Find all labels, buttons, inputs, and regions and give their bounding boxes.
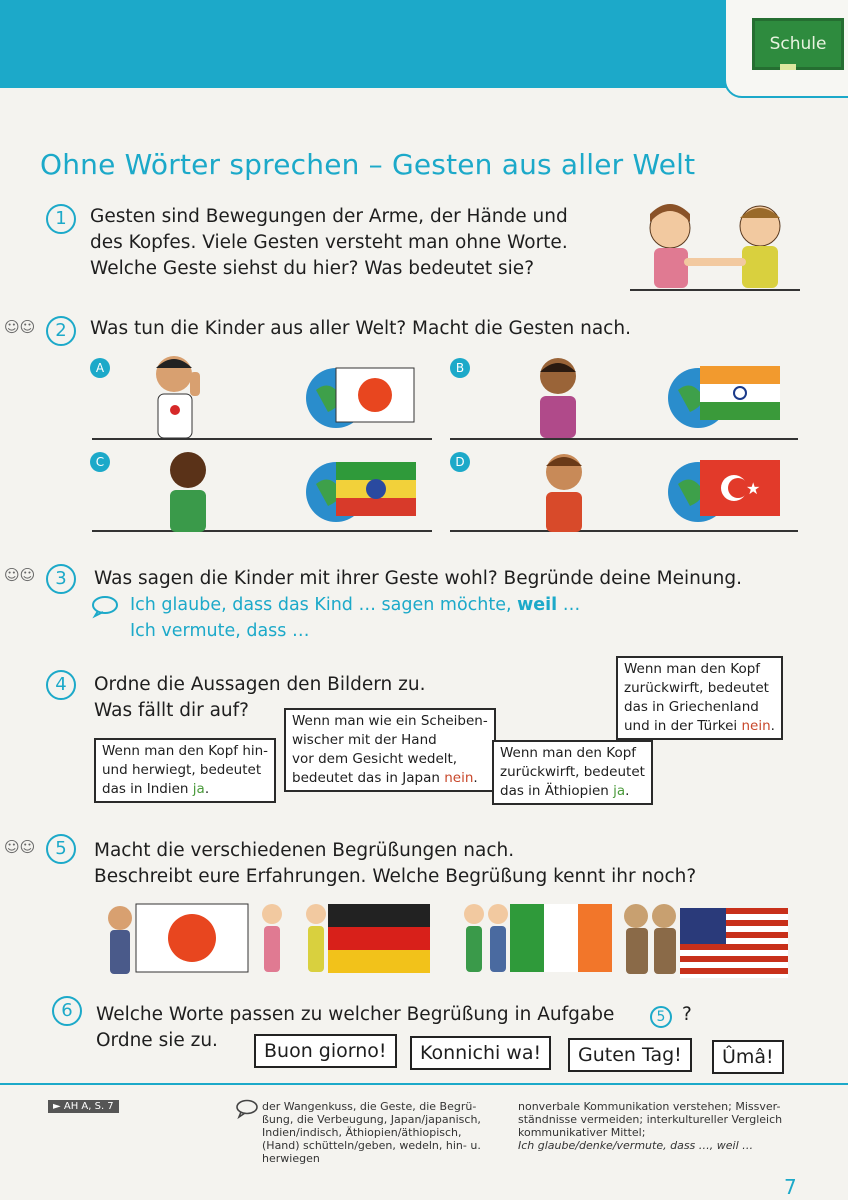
statement-card[interactable] <box>94 738 276 803</box>
goals-phrase: Ich glaube/denke/vermute, dass …, weil … <box>518 1139 754 1152</box>
task-1-line: Welche Geste siehst du hier? Was bedeutet sie? <box>90 258 535 279</box>
chapter-label: Schule <box>752 18 844 70</box>
vocabulary-list: der Wangenkuss, die Geste, die Begrü- ßung, die Verbeugung, Japan/japanisch, Indien/indisch, Äthiopien/äthiopisch, (Hand) schütteln/geben, wedeln, hin- u. herwiegen <box>262 1100 481 1165</box>
task-reference: 5 <box>650 1006 672 1028</box>
italy-greeting-illustration <box>460 900 616 976</box>
page-title: Ohne Wörter sprechen – Gesten aus aller Welt <box>40 148 696 181</box>
word-card-buon-giorno[interactable]: Buon giorno! <box>254 1034 397 1068</box>
task-number-4: 4 <box>46 670 76 700</box>
speech-bubble-icon <box>92 596 120 616</box>
statement-card[interactable] <box>616 656 783 740</box>
task-6-text: Welche Worte passen zu welcher Begrüßung in Aufgabe <box>96 1004 615 1025</box>
phrase-keyword: weil <box>517 595 558 615</box>
task-4-line: Ordne die Aussagen den Bildern zu. <box>94 674 426 695</box>
chalk-icon <box>780 64 796 70</box>
statement-card[interactable] <box>284 708 496 792</box>
statement-text: Wenn man den Kopf zurückwirft, bedeutet das in Äthiopien <box>500 745 645 799</box>
statement-text: Wenn man den Kopf zurückwirft, bedeutet das in Griechenland und in der Türkei <box>624 661 769 734</box>
workbook-reference: ► AH A, S. 7 <box>48 1100 119 1113</box>
footer-divider <box>0 1083 848 1085</box>
japan-flag <box>306 354 418 438</box>
learning-goals <box>518 1100 782 1152</box>
task-5-line: Beschreibt eure Erfahrungen. Welche Begrüßung kennt ihr noch? <box>94 866 697 887</box>
task-6-question-mark: ? <box>682 1004 692 1025</box>
svg-text:★: ★ <box>746 479 761 498</box>
statement-card[interactable] <box>492 740 653 805</box>
task-1-line: Gesten sind Bewegungen der Arme, der Hände und <box>90 206 568 227</box>
divider <box>450 438 798 440</box>
speech-phrase-2: Ich vermute, dass … <box>130 621 310 641</box>
gesture-label-b: B <box>450 358 470 378</box>
task-1-line: des Kopfes. Viele Gesten versteht man ohne Worte. <box>90 232 568 253</box>
phrase-text: Ich glaube, dass das Kind … sagen möchte, <box>130 595 512 615</box>
speech-phrase-1 <box>130 592 580 618</box>
task-1-text <box>90 204 568 282</box>
statement-punct: . <box>473 770 478 786</box>
task-number-5: 5 <box>46 834 76 864</box>
statement-punct: . <box>204 781 210 797</box>
divider <box>92 438 432 440</box>
statement-text: Wenn man wie ein Scheiben- wischer mit der Hand vor dem Gesicht wedelt, bedeutet das in Japan <box>292 713 488 786</box>
pair-work-icon: ☺☺ <box>4 318 36 336</box>
task-number-6: 6 <box>52 996 82 1026</box>
word-card-guten-tag[interactable]: Guten Tag! <box>568 1038 692 1072</box>
task-5-line: Macht die verschiedenen Begrüßungen nach. <box>94 840 515 861</box>
task-2-text: Was tun die Kinder aus aller Welt? Macht die Gesten nach. <box>90 318 631 339</box>
statement-text: Wenn man den Kopf hin- und herwiegt, bedeutet das in Indien <box>102 743 269 797</box>
child-illustration <box>160 446 216 532</box>
task-number-1: 1 <box>46 204 76 234</box>
statement-answer: ja <box>192 781 205 797</box>
task-number-2: 2 <box>46 316 76 346</box>
germany-greeting-illustration <box>258 900 434 976</box>
word-card-uma[interactable]: Ûmâ! <box>712 1040 784 1074</box>
speech-bubble-icon <box>236 1100 258 1118</box>
ethiopia-flag <box>306 448 418 532</box>
task-5-text <box>94 838 696 890</box>
page-number: 7 <box>784 1175 797 1199</box>
header-band <box>0 0 728 88</box>
phrase-text: … <box>562 595 581 615</box>
task-4-line: Was fällt dir auf? <box>94 700 249 721</box>
statement-punct: . <box>625 783 630 799</box>
task-6-line-2: Ordne sie zu. <box>96 1030 218 1051</box>
statement-answer: ja <box>613 783 626 799</box>
japan-greeting-illustration <box>96 900 252 976</box>
child-illustration <box>148 352 210 438</box>
word-card-konnichi-wa[interactable]: Konnichi wa! <box>410 1036 551 1070</box>
pair-work-icon: ☺☺ <box>4 566 36 584</box>
usa-greeting-illustration <box>622 900 792 980</box>
turkey-flag <box>668 448 784 532</box>
gesture-label-a: A <box>90 358 110 378</box>
child-illustration <box>530 352 586 438</box>
pair-work-icon: ☺☺ <box>4 838 36 856</box>
gesture-label-c: C <box>90 452 110 472</box>
handshake-illustration <box>630 200 805 295</box>
child-illustration <box>536 446 592 532</box>
statement-answer: nein <box>444 770 474 786</box>
task-6-line-1 <box>96 1002 614 1028</box>
statement-answer: nein <box>741 718 771 734</box>
india-flag <box>668 354 784 438</box>
task-3-text: Was sagen die Kinder mit ihrer Geste wohl? Begründe deine Meinung. <box>94 568 742 589</box>
statement-punct: . <box>770 718 775 734</box>
gesture-label-d: D <box>450 452 470 472</box>
goals-text: nonverbale Kommunikation verstehen; Missver- ständnisse vermeiden; interkultureller Vergleich kommunikativer Mittel; <box>518 1100 783 1139</box>
task-number-3: 3 <box>46 564 76 594</box>
